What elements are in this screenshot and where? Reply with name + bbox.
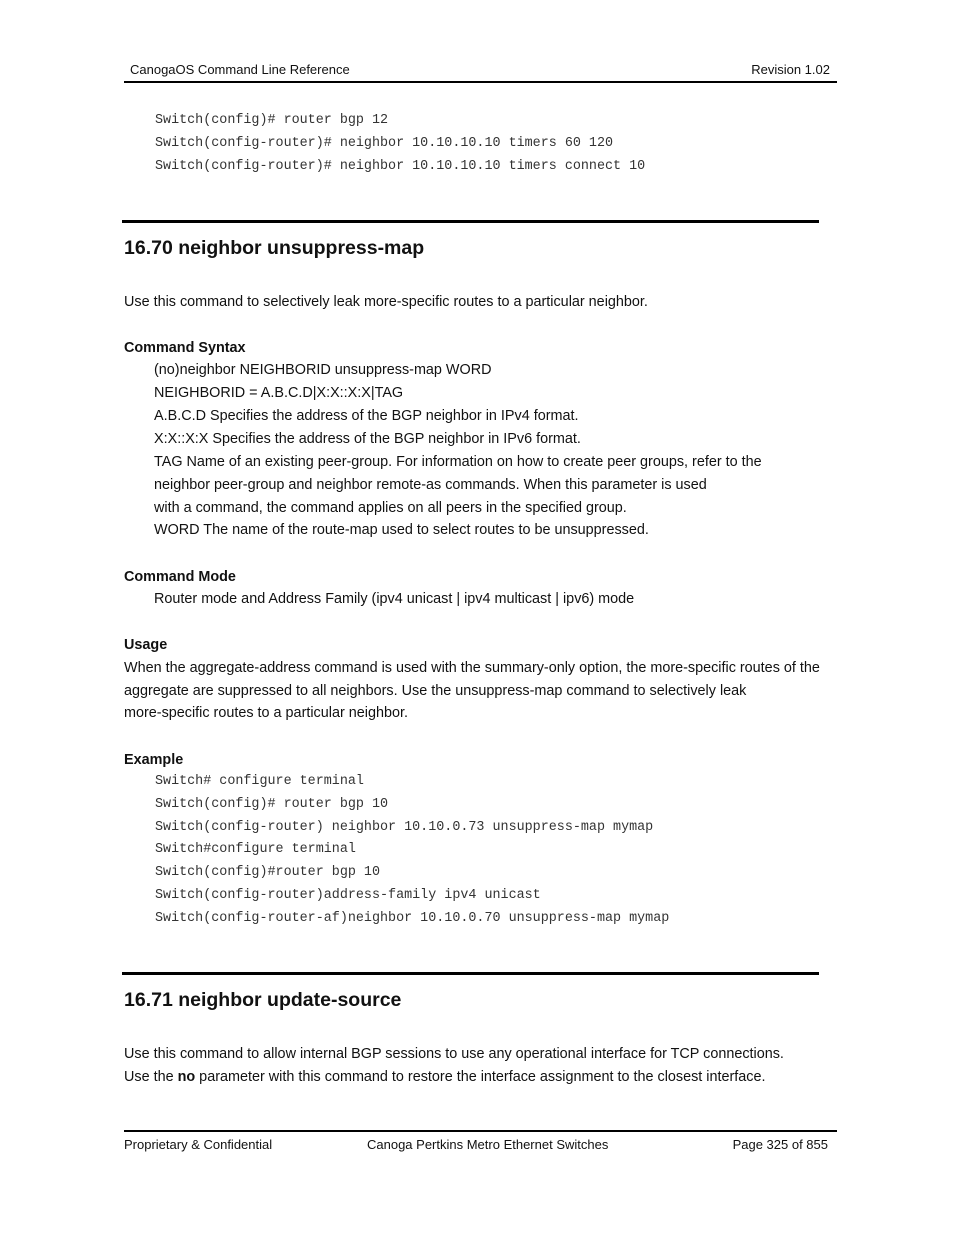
text-run: parameter with this command to restore the interface assignment to the closest interface. <box>195 1069 766 1085</box>
syntax-line: with a command, the command applies on all peers in the specified group. <box>154 500 627 516</box>
no-keyword: no <box>177 1069 196 1085</box>
section-rule <box>122 972 819 975</box>
footer-center: Canoga Pertkins Metro Ethernet Switches <box>367 1137 609 1152</box>
section-rule <box>122 220 819 223</box>
header-title: CanogaOS Command Line Reference <box>130 62 350 77</box>
section-heading: 16.70 neighbor unsuppress-map <box>124 237 425 259</box>
syntax-line: neighbor peer-group and neighbor remote-as commands. When this parameter is used <box>154 477 707 493</box>
usage-line: aggregate are suppressed to all neighbors. Use the unsuppress-map command to selectively leak <box>124 683 747 699</box>
syntax-line: WORD The name of the route-map used to select routes to be unsuppressed. <box>154 522 649 538</box>
code-line: Switch(config)#router bgp 10 <box>155 865 380 880</box>
code-line: Switch(config-router-af)neighbor 10.10.0.70 unsuppress-map mymap <box>155 911 670 926</box>
text-run: Use the <box>124 1069 178 1085</box>
header-rule <box>124 81 837 83</box>
section-intro: Use this command to selectively leak more-specific routes to a particular neighbor. <box>124 294 648 310</box>
footer-rule <box>124 1130 837 1132</box>
code-line: Switch(config-router) neighbor 10.10.0.73 unsuppress-map mymap <box>155 820 654 835</box>
command-mode-title: Command Mode <box>124 569 236 585</box>
syntax-line: A.B.C.D Specifies the address of the BGP neighbor in IPv4 format. <box>154 408 579 424</box>
section-intro: Use this command to allow internal BGP sessions to use any operational interface for TCP connections. <box>124 1046 784 1062</box>
code-line: Switch(config-router)# neighbor 10.10.10.10 timers connect 10 <box>155 159 646 174</box>
command-mode-text: Router mode and Address Family (ipv4 unicast | ipv4 multicast | ipv6) mode <box>154 591 635 607</box>
example-title: Example <box>124 752 184 768</box>
section-heading: 16.71 neighbor update-source <box>124 989 402 1011</box>
syntax-line: NEIGHBORID = A.B.C.D|X:X::X:X|TAG <box>154 385 404 401</box>
command-syntax-title: Command Syntax <box>124 340 246 356</box>
syntax-line: X:X::X:X Specifies the address of the BGP neighbor in IPv6 format. <box>154 431 581 447</box>
footer-left: Proprietary & Confidential <box>124 1137 273 1152</box>
section-intro-line2 <box>124 1069 766 1085</box>
usage-title: Usage <box>124 637 168 653</box>
footer-page-number: Page 325 of 855 <box>732 1137 828 1152</box>
code-line: Switch(config-router)address-family ipv4 unicast <box>155 888 541 903</box>
header-revision: Revision 1.02 <box>751 62 830 77</box>
usage-line: When the aggregate-address command is used with the summary-only option, the more-specific routes of the <box>124 660 820 676</box>
syntax-line: (no)neighbor NEIGHBORID unsuppress-map WORD <box>154 362 492 378</box>
code-line: Switch(config)# router bgp 12 <box>155 113 389 128</box>
code-line: Switch(config-router)# neighbor 10.10.10.10 timers 60 120 <box>155 136 614 151</box>
code-line: Switch#configure terminal <box>155 842 356 857</box>
code-line: Switch# configure terminal <box>155 774 364 789</box>
syntax-line: TAG Name of an existing peer-group. For information on how to create peer groups, refer to the <box>154 454 762 470</box>
code-line: Switch(config)# router bgp 10 <box>155 797 389 812</box>
usage-line: more-specific routes to a particular neighbor. <box>124 705 408 721</box>
